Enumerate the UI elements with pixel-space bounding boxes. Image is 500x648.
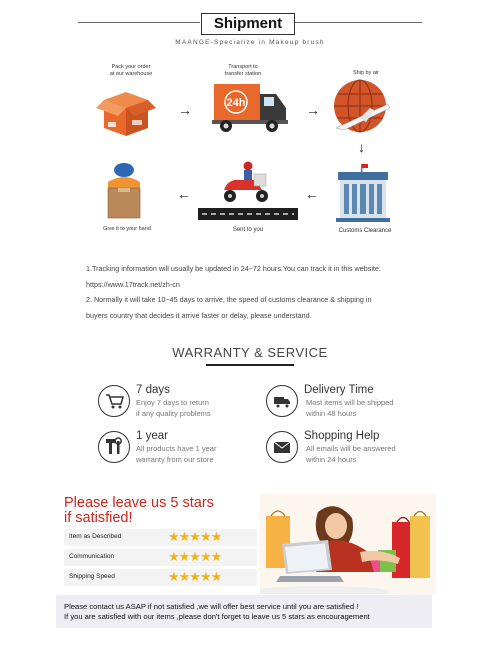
- shopping-woman-image: [260, 494, 436, 594]
- tools-icon: [98, 431, 130, 463]
- rating-row: [64, 569, 257, 586]
- tracking-url[interactable]: https://www.17track.net/zh-cn: [86, 280, 180, 289]
- feature-desc: Enjoy 7 days to return: [136, 398, 209, 407]
- feature-desc: warranty from our store: [136, 455, 214, 464]
- mail-icon: [266, 431, 298, 463]
- rating-label: Shipping Speed: [69, 573, 115, 580]
- rating-label: Item as Described: [69, 533, 122, 540]
- delivery-info-text: 2. Normally it will take 10~45 days to arrive, the speed of customs clearance & shipping in: [86, 295, 372, 304]
- feature-title: 7 days: [136, 384, 170, 396]
- feature-desc: Most items will be shipped: [306, 398, 394, 407]
- globe-airplane-icon: [330, 78, 392, 136]
- arrow-right-icon: →: [178, 102, 192, 118]
- header-line-left: [78, 22, 200, 23]
- warranty-title: WARRANTY & SERVICE: [172, 345, 328, 360]
- star-rating-icon: ★★★★★: [168, 569, 222, 584]
- truck-badge-text: 24h: [226, 97, 246, 109]
- package-box-icon: [94, 78, 158, 140]
- page-title: Shipment: [201, 13, 295, 35]
- feedback-title-2: if satisfied!: [64, 510, 133, 526]
- cart-icon: [98, 385, 130, 417]
- courier-holding-box-icon: [100, 160, 148, 222]
- warranty-underline: [206, 364, 294, 366]
- truck-icon: [266, 385, 298, 417]
- step-pack-label: Pack your order at our warehouse: [109, 64, 153, 77]
- star-rating-icon: ★★★★★: [168, 549, 222, 564]
- tracking-info-text: 1.Tracking information will usually be updated in 24~72 hours.You can track it in this website:: [86, 264, 381, 273]
- arrow-left-icon: ←: [305, 186, 319, 202]
- rating-label: Communication: [69, 553, 115, 560]
- footer-line: Please contact us ASAP if not satisfied ,we will offer best service until you are satisfied !: [64, 602, 359, 611]
- footer-notice: [56, 595, 432, 628]
- rating-row: [64, 529, 257, 546]
- footer-line: If you are satisfied with our items ,please don't forget to leave us 5 stars as encouragement: [64, 612, 370, 621]
- feature-desc: within 48 hours: [306, 409, 357, 418]
- feature-title: 1 year: [136, 430, 168, 442]
- star-rating-icon: ★★★★★: [168, 529, 222, 544]
- page-subtitle: MAANGE-Specialize in Makeup brush: [175, 39, 325, 46]
- arrow-down-icon: ↓: [358, 139, 365, 155]
- arrow-right-icon: →: [306, 102, 320, 118]
- step-give-label: Give it to your hand: [103, 226, 151, 232]
- feature-desc: if any quality problems: [136, 409, 211, 418]
- arrow-left-icon: ←: [177, 186, 191, 202]
- step-customs-label: Customs Clearance: [338, 228, 392, 234]
- delivery-truck-icon: [210, 80, 290, 136]
- delivery-info-text-2: buyers country that decides it arrive faster or delay, please understand.: [86, 311, 312, 320]
- step-sent-label: Sent to you: [232, 227, 264, 233]
- feedback-title: Please leave us 5 stars: [64, 495, 214, 511]
- header-line-right: [295, 22, 422, 23]
- customs-building-icon: [332, 162, 394, 224]
- scooter-courier-icon: [198, 160, 298, 222]
- step-transport-label: Transport to transfer station: [224, 64, 262, 77]
- feature-title: Shopping Help: [304, 430, 380, 442]
- feature-desc: within 24 hours: [306, 455, 357, 464]
- feature-desc: All emails will be answered: [306, 444, 396, 453]
- rating-row: [64, 549, 257, 566]
- feature-title: Delivery Time: [304, 384, 374, 396]
- feature-desc: All products have 1 year: [136, 444, 217, 453]
- step-air-label: Ship by air: [353, 70, 379, 76]
